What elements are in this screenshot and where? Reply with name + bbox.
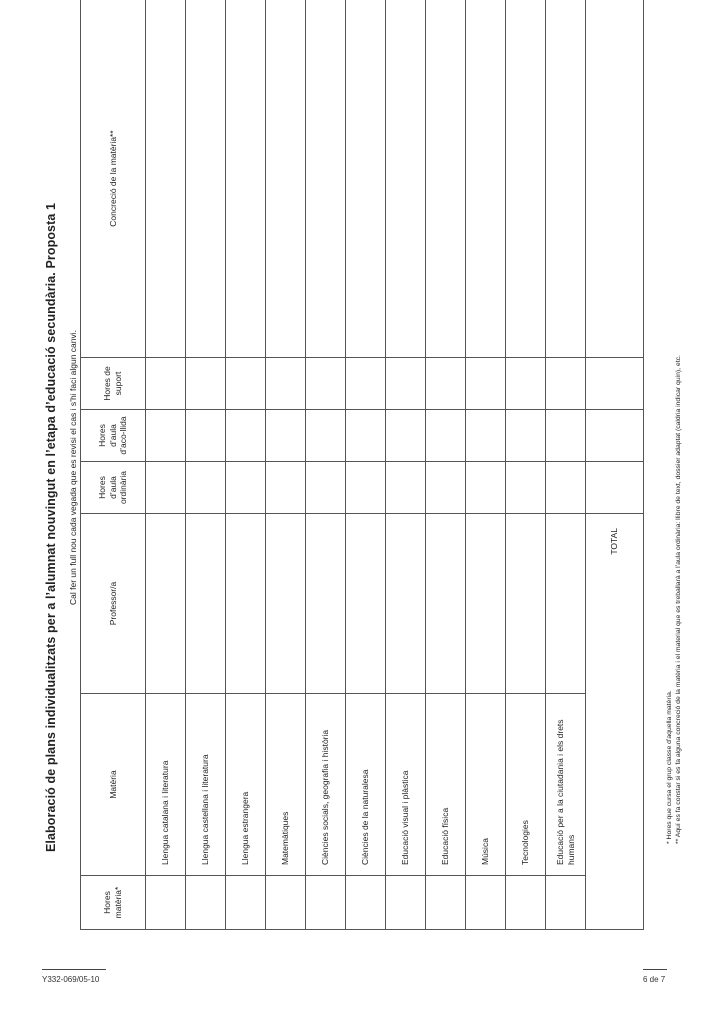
cell-hores-aula-acollida[interactable]	[186, 410, 226, 462]
cell-hores-aula-ordinaria[interactable]	[266, 462, 306, 514]
cell-concrecio[interactable]	[506, 0, 546, 358]
table-row	[226, 0, 266, 930]
cell-hores-suport[interactable]	[186, 358, 226, 410]
header-materia: Matèria	[81, 694, 146, 876]
cell-professor[interactable]	[226, 514, 266, 694]
total-hores-aula-acollida-cell[interactable]	[586, 410, 644, 462]
header-hores-materia: Hores matèria*	[81, 876, 146, 930]
cell-materia: Música	[466, 694, 506, 876]
page-title: Elaboració de plans individualitzats per a l’alumnat nouvingut en l’etapa d’educació secundària. Proposta 1	[44, 202, 58, 852]
cell-concrecio[interactable]	[146, 0, 186, 358]
cell-hores-aula-acollida[interactable]	[226, 410, 266, 462]
cell-materia: Matemàtiques	[266, 694, 306, 876]
cell-hores-aula-ordinaria[interactable]	[346, 462, 386, 514]
cell-hores-materia[interactable]	[146, 876, 186, 930]
table-row	[186, 0, 226, 930]
cell-hores-aula-ordinaria[interactable]	[226, 462, 266, 514]
cell-hores-aula-acollida[interactable]	[146, 410, 186, 462]
cell-concrecio[interactable]	[186, 0, 226, 358]
cell-hores-suport[interactable]	[426, 358, 466, 410]
cell-hores-suport[interactable]	[346, 358, 386, 410]
footnote-1: * Hores que cursa el grup classe d’aquella matèria.	[666, 690, 673, 844]
header-hores-aula-acollida: Hores d’aula d’aco-llida	[81, 410, 146, 462]
cell-hores-materia[interactable]	[346, 876, 386, 930]
cell-hores-suport[interactable]	[506, 358, 546, 410]
cell-materia: Educació física	[426, 694, 466, 876]
cell-hores-aula-ordinaria[interactable]	[466, 462, 506, 514]
cell-hores-suport[interactable]	[266, 358, 306, 410]
cell-concrecio[interactable]	[466, 0, 506, 358]
cell-hores-suport[interactable]	[226, 358, 266, 410]
cell-hores-aula-ordinaria[interactable]	[306, 462, 346, 514]
cell-hores-materia[interactable]	[386, 876, 426, 930]
cell-hores-suport[interactable]	[386, 358, 426, 410]
cell-hores-suport[interactable]	[146, 358, 186, 410]
cell-professor[interactable]	[306, 514, 346, 694]
cell-hores-aula-ordinaria[interactable]	[386, 462, 426, 514]
total-hores-suport-cell[interactable]	[586, 358, 644, 410]
document-code: Y332-069/05-10	[42, 975, 100, 984]
cell-professor[interactable]	[386, 514, 426, 694]
cell-professor[interactable]	[466, 514, 506, 694]
cell-hores-materia[interactable]	[506, 876, 546, 930]
table-header-row	[81, 0, 146, 930]
header-hores-suport: Hores de suport	[81, 358, 146, 410]
cell-materia: Llengua castellana i literatura	[186, 694, 226, 876]
cell-hores-suport[interactable]	[306, 358, 346, 410]
cell-concrecio[interactable]	[386, 0, 426, 358]
table-row	[506, 0, 546, 930]
cell-materia: Ciències socials, geografia i història	[306, 694, 346, 876]
table-row	[426, 0, 466, 930]
cell-hores-aula-acollida[interactable]	[386, 410, 426, 462]
cell-materia: Tecnologies	[506, 694, 546, 876]
cell-concrecio[interactable]	[226, 0, 266, 358]
page-subtitle: Cal fer un full nou cada vegada que es revisi el cas i s’hi faci algun canvi.	[68, 330, 78, 605]
cell-professor[interactable]	[546, 514, 586, 694]
cell-hores-aula-acollida[interactable]	[346, 410, 386, 462]
table-total-row	[586, 0, 644, 930]
cell-hores-materia[interactable]	[466, 876, 506, 930]
cell-hores-aula-ordinaria[interactable]	[546, 462, 586, 514]
cell-professor[interactable]	[426, 514, 466, 694]
cell-hores-aula-acollida[interactable]	[506, 410, 546, 462]
cell-concrecio[interactable]	[306, 0, 346, 358]
page-number: 6 de 7	[643, 975, 666, 984]
cell-hores-aula-ordinaria[interactable]	[426, 462, 466, 514]
cell-hores-aula-ordinaria[interactable]	[186, 462, 226, 514]
cell-professor[interactable]	[266, 514, 306, 694]
plan-table	[80, 0, 644, 930]
cell-professor[interactable]	[346, 514, 386, 694]
cell-hores-aula-ordinaria[interactable]	[146, 462, 186, 514]
cell-hores-aula-acollida[interactable]	[466, 410, 506, 462]
total-label: TOTAL	[586, 514, 644, 930]
cell-professor[interactable]	[506, 514, 546, 694]
table-row	[546, 0, 586, 930]
cell-materia: Educació visual i plàstica	[386, 694, 426, 876]
header-hores-aula-ordinaria: Hores d’aula ordinària	[81, 462, 146, 514]
cell-hores-materia[interactable]	[306, 876, 346, 930]
total-hores-aula-ordinaria-cell[interactable]	[586, 462, 644, 514]
table-row	[306, 0, 346, 930]
table-row	[466, 0, 506, 930]
cell-concrecio[interactable]	[426, 0, 466, 358]
cell-hores-suport[interactable]	[546, 358, 586, 410]
cell-hores-aula-acollida[interactable]	[306, 410, 346, 462]
cell-concrecio[interactable]	[266, 0, 306, 358]
cell-hores-aula-acollida[interactable]	[546, 410, 586, 462]
cell-hores-materia[interactable]	[266, 876, 306, 930]
table-row	[386, 0, 426, 930]
cell-concrecio[interactable]	[346, 0, 386, 358]
cell-hores-materia[interactable]	[186, 876, 226, 930]
table-row	[266, 0, 306, 930]
cell-professor[interactable]	[186, 514, 226, 694]
header-concrecio: Concreció de la matèria**	[81, 0, 146, 358]
cell-hores-materia[interactable]	[226, 876, 266, 930]
cell-professor[interactable]	[146, 514, 186, 694]
cell-hores-aula-acollida[interactable]	[426, 410, 466, 462]
cell-hores-suport[interactable]	[466, 358, 506, 410]
table-row	[346, 0, 386, 930]
cell-hores-aula-acollida[interactable]	[266, 410, 306, 462]
cell-concrecio[interactable]	[546, 0, 586, 358]
cell-hores-materia[interactable]	[426, 876, 466, 930]
header-professor: Professor/a	[81, 514, 146, 694]
cell-hores-aula-ordinaria[interactable]	[506, 462, 546, 514]
cell-materia: Ciències de la naturalesa	[346, 694, 386, 876]
cell-materia: Llengua catalana i literatura	[146, 694, 186, 876]
cell-hores-materia[interactable]	[546, 876, 586, 930]
cell-materia: Educació per a la ciutadania i els drets humans	[546, 694, 586, 876]
footnote-2: ** Aquí es fa constar si es fa alguna concreció de la matèria i el material que es treballarà a l’aula ordinària: llibre de text, dossier adaptat (caldria indicar quin), etc.	[675, 355, 682, 844]
total-concrecio-cell[interactable]	[586, 0, 644, 358]
table-row	[146, 0, 186, 930]
cell-materia: Llengua estrangera	[226, 694, 266, 876]
